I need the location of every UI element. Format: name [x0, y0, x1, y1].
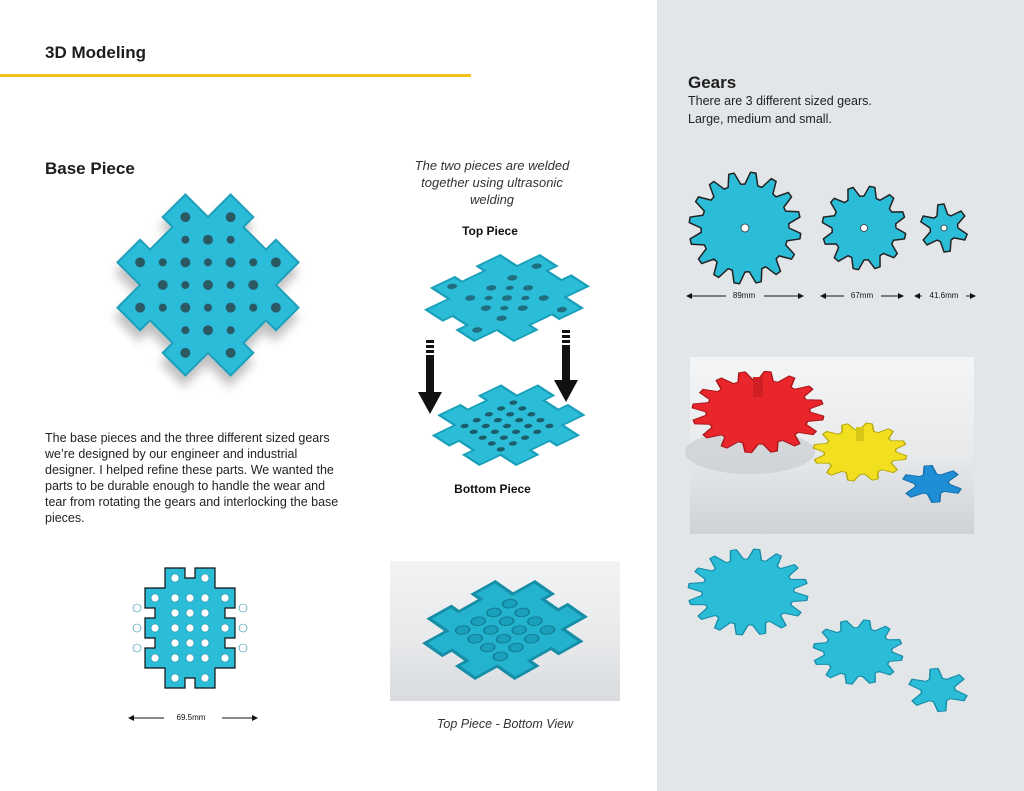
base-piece-heading: Base Piece: [45, 159, 135, 178]
top-piece-label: Top Piece: [462, 224, 518, 238]
small-gear-diagram-hole: [941, 225, 947, 231]
bottom-piece-label: Bottom Piece: [454, 482, 531, 496]
gear-diagrams: [686, 170, 976, 290]
large-gear-diagram-hole: [741, 224, 749, 232]
gear-medium-size: 67mm: [850, 291, 874, 300]
gears-description-line1: There are 3 different sized gears.: [688, 94, 872, 108]
base-piece-description: The base pieces and the three different sized gears we’re designed by our engineer and industrial designer. I helped refine these parts. We wanted the parts to be durable enough to handle the wear and tear from rotating the gears and interlocking the base pieces.: [45, 431, 339, 525]
welding-caption: The two pieces are welded together using ultrasonic welding: [414, 158, 570, 207]
base-dimension-label: 69.5mm: [176, 713, 206, 722]
bottom-piece-render: [432, 380, 582, 475]
render-medium-gear: [813, 620, 902, 684]
gear-large-size: 89mm: [732, 291, 756, 300]
blue-gears-render: [686, 540, 986, 740]
base-piece-3d-render: [88, 170, 328, 400]
gears-description-line2: Large, medium and small.: [688, 112, 832, 126]
bottom-view-caption: Top Piece - Bottom View: [436, 717, 574, 731]
gear-small-size: 41.6mm: [929, 291, 959, 300]
title-underline: [0, 74, 471, 77]
medium-gear-diagram-hole: [861, 225, 868, 232]
render-large-gear: [688, 549, 807, 635]
gears-heading: Gears: [688, 73, 737, 92]
page-title: 3D Modeling: [45, 43, 147, 62]
blue-gear: [903, 465, 961, 502]
render-small-gear: [909, 668, 967, 711]
bottom-view-piece-render: [430, 575, 580, 690]
base-piece-flat-diagram: [125, 566, 255, 696]
colored-gears-render: [690, 357, 974, 534]
